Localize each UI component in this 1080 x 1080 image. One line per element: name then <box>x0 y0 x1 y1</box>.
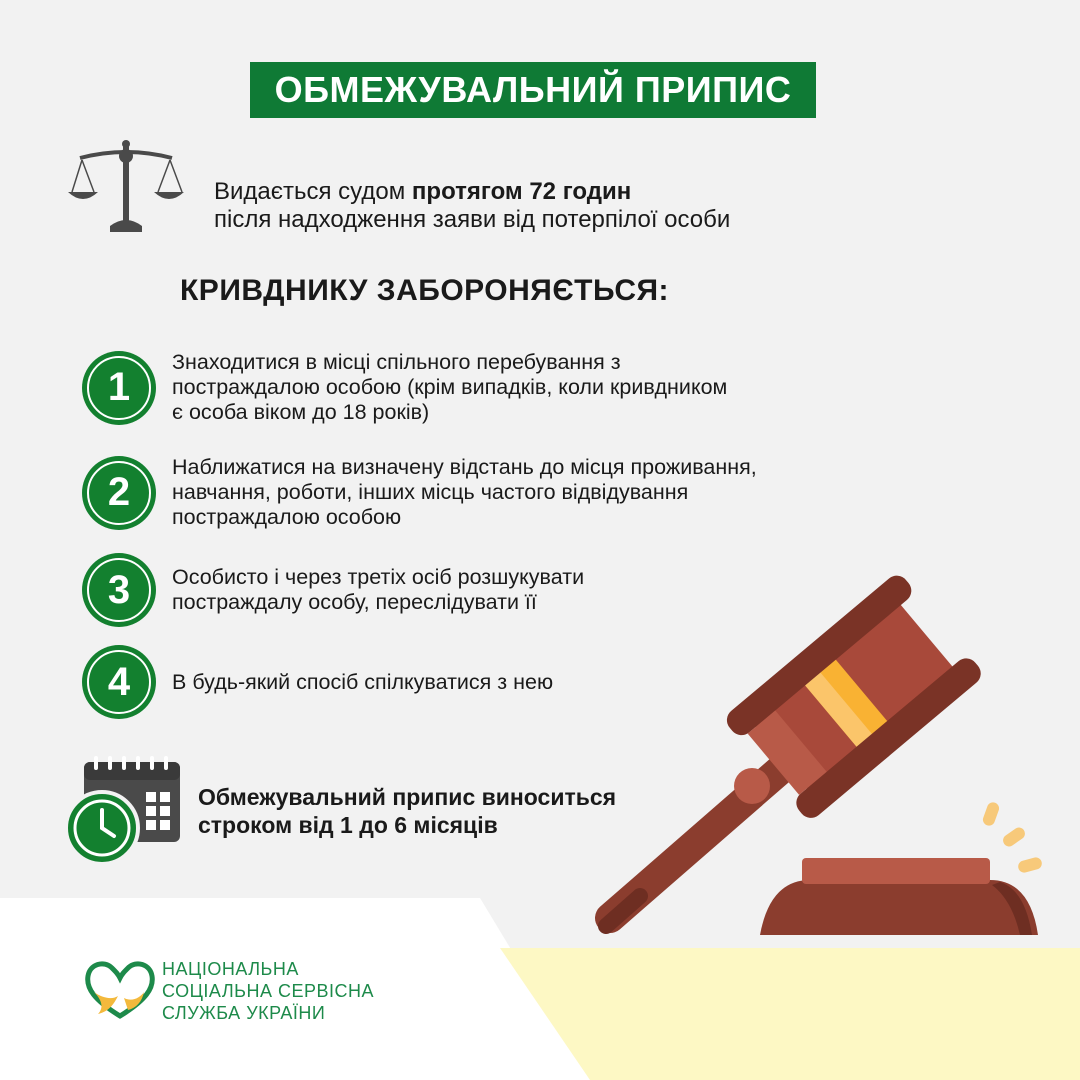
prohibition-text: Особисто і через третіх осіб розшукувати постраждалу особу, переслідувати її <box>172 565 585 614</box>
duration-statement: Обмежувальний припис виноситься строком від 1 до 6 місяців <box>198 784 617 838</box>
page-title: ОБМЕЖУВАЛЬНИЙ ПРИПИС <box>250 62 816 118</box>
prohibition-item <box>82 350 902 425</box>
organization-name: НАЦІОНАЛЬНА СОЦІАЛЬНА СЕРВІСНА СЛУЖБА УКРАЇНИ <box>162 959 374 1023</box>
issue-line-2: після надходження заяви від потерпілої особи <box>214 206 731 233</box>
scales-icon <box>66 136 186 236</box>
issue-deadline: протягом 72 годин <box>411 178 632 205</box>
number-badge: 4 <box>82 645 156 719</box>
calendar-clock-icon <box>64 756 184 866</box>
gavel-icon <box>580 540 1060 960</box>
number-badge: 2 <box>82 456 156 530</box>
prohibition-text: Знаходитися в місці спільного перебування з постраждалою особою (крім випадків, коли кривдником є особа віком до 18 років) <box>172 350 728 424</box>
prohibition-item <box>82 455 902 530</box>
prohibitions-heading: КРИВДНИКУ ЗАБОРОНЯЄТЬСЯ: <box>180 274 670 307</box>
number-badge: 3 <box>82 553 156 627</box>
number-badge: 1 <box>82 351 156 425</box>
issue-line-1: Видається судом протягом 72 годин <box>214 178 632 205</box>
issue-statement <box>214 178 874 234</box>
heart-hands-logo-icon <box>84 958 156 1020</box>
prohibition-text: В будь-який спосіб спілкуватися з нею <box>172 669 554 694</box>
prohibition-text: Наближатися на визначену відстань до місця проживання, навчання, роботи, інших місць частого відвідування постраждалою особою <box>172 455 757 529</box>
